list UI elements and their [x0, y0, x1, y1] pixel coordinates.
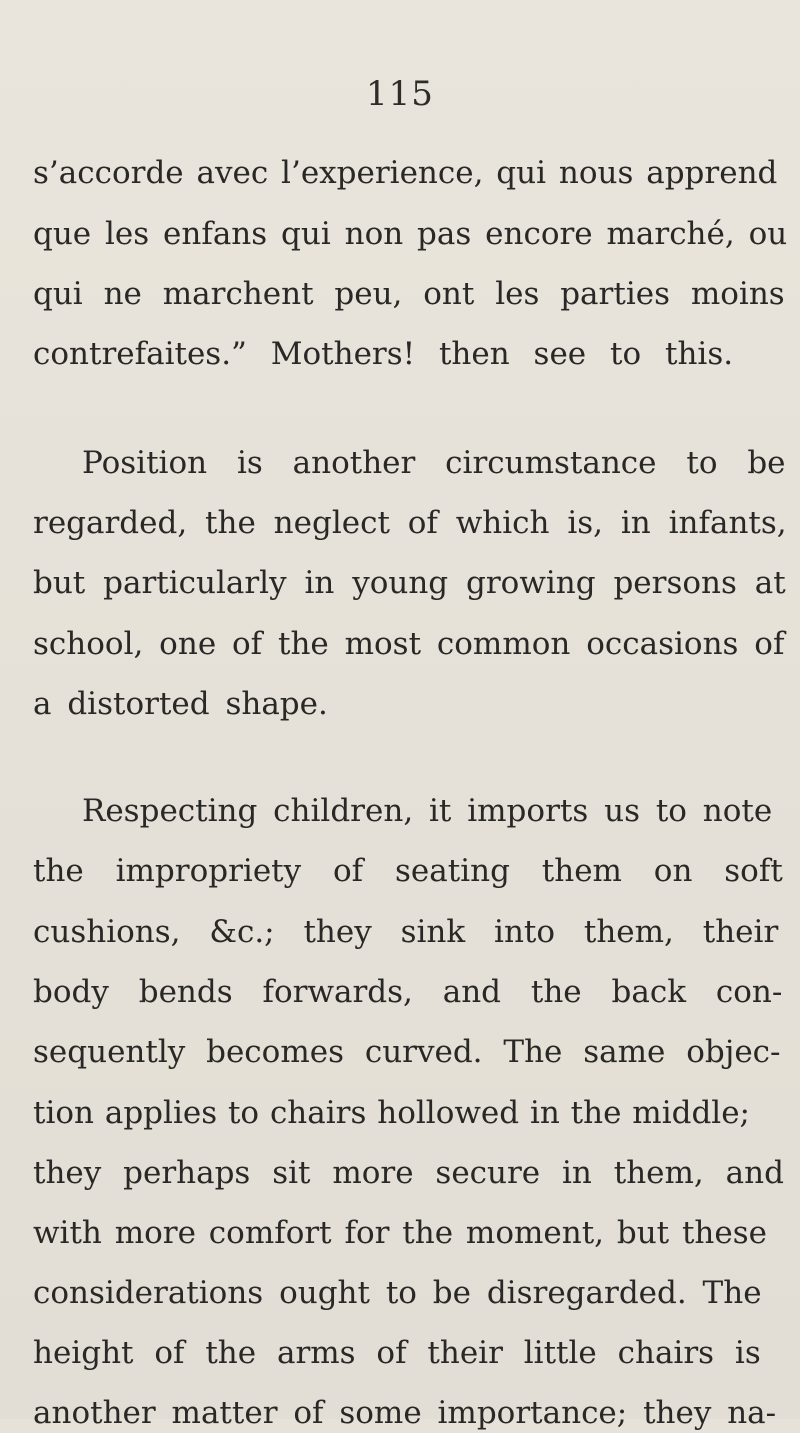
text-line: but particularly in young growing persons at: [33, 565, 786, 601]
text-line: another matter of some importance; they na-: [33, 1395, 777, 1431]
text-line: considerations ought to be disregarded. The: [33, 1275, 762, 1311]
text-line: cushions, &c.; they sink into them, their: [33, 914, 779, 950]
page-number: 115: [366, 74, 434, 114]
text-line: contrefaites.” Mothers! then see to this.: [33, 336, 734, 372]
text-line: the impropriety of seating them on soft: [33, 853, 783, 889]
text-line: a distorted shape.: [33, 686, 328, 722]
text-line: they perhaps sit more secure in them, and: [33, 1155, 784, 1191]
text-line: height of the arms of their little chairs is: [33, 1335, 761, 1371]
text-line: with more comfort for the moment, but these: [33, 1215, 767, 1251]
text-line: que les enfans qui non pas encore marché, ou: [33, 216, 788, 252]
text-line: tion applies to chairs hollowed in the middle;: [33, 1095, 751, 1131]
text-line: body bends forwards, and the back con-: [33, 974, 783, 1010]
text-line: regarded, the neglect of which is, in infants,: [33, 505, 787, 541]
text-line: qui ne marchent peu, ont les parties moins: [33, 276, 785, 312]
text-line: Respecting children, it imports us to note: [82, 793, 773, 829]
text-line: school, one of the most common occasions of: [33, 626, 785, 662]
text-line: s’accorde avec l’experience, qui nous apprend: [33, 155, 778, 191]
text-line: Position is another circumstance to be: [82, 445, 786, 481]
text-line: sequently becomes curved. The same objec-: [33, 1034, 781, 1070]
